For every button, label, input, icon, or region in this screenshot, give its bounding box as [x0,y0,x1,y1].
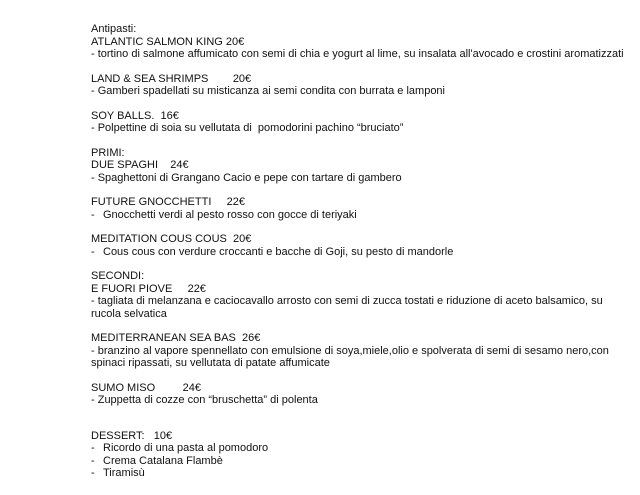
dish-title: E FUORI PIOVE 22€ [91,282,206,295]
antipasti-section [91,23,631,61]
dish-title: ATLANTIC SALMON KING 20€ [91,35,245,48]
dish-description: - Zuppetta di cozze con “bruschetta” di polenta [91,394,318,406]
dish-title: SOY BALLS. 16€ [91,109,179,122]
dish-title: SUMO MISO 24€ [91,381,202,394]
dessert-section [91,430,631,480]
menu-item [91,110,631,135]
menu-item [91,332,631,370]
menu-page [91,23,631,492]
secondi-heading: SECONDI: [91,270,145,282]
dish-description: - tagliata di melanzana e caciocavallo arrosto con semi di zucca tostati e riduzione di aceto balsamico, su rucola selvatica [91,295,606,320]
dessert-item: - Tiramisù [91,467,631,480]
dish-title: MEDITERRANEAN SEA BAS 26€ [91,332,261,344]
dish-title: FUTURE GNOCCHETTI 22€ [91,196,246,208]
dessert-heading: DESSERT: 10€ [91,429,173,442]
dish-title: DUE SPAGHI 24€ [91,159,189,171]
dish-description: - Gnocchetti verdi al pesto rosso con gocce di teriyaki [91,209,631,222]
dish-description: - branzino al vapore spennellato con emulsione di soya,miele,olio e spolverata di semi di sesamo nero,con spinaci ripassati, su vellutata di patate affumicate [91,344,612,369]
dish-description: - Spaghettoni di Grangano Cacio e pepe con tartare di gambero [91,171,402,184]
dish-title: LAND & SEA SHRIMPS 20€ [91,72,252,85]
antipasti-heading: Antipasti: [91,23,137,35]
menu-item [91,73,631,98]
dish-description: - tortino di salmone affumicato con semi di chia e yogurt al lime, su insalata all'avocado e crostini aromatizzati [91,48,624,60]
secondi-section [91,270,631,320]
dish-title: MEDITATION COUS COUS 20€ [91,233,252,245]
dessert-item: - Ricordo di una pasta al pomodoro [91,442,631,455]
primi-section [91,147,631,185]
primi-heading: PRIMI: [91,146,125,159]
dish-description: - Cous cous con verdure croccanti e bacche di Goji, su pesto di mandorle [91,246,631,259]
dessert-item: - Crema Catalana Flambè [91,455,631,468]
menu-item [91,196,631,221]
menu-item [91,382,631,407]
menu-item [91,233,631,258]
dish-description: - Polpettine di soia su vellutata di pomodorini pachino “bruciato” [91,122,404,134]
dish-description: - Gamberi spadellati su misticanza ai semi condita con burrata e lamponi [91,85,445,97]
